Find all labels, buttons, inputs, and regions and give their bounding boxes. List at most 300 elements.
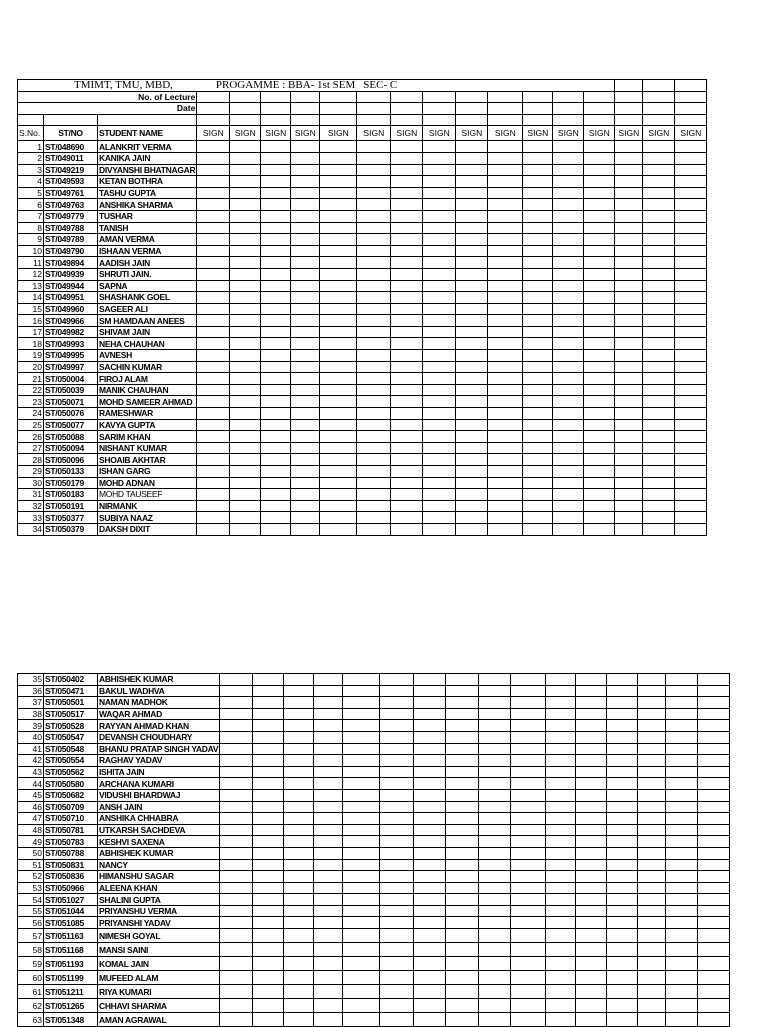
sign-cell (357, 419, 391, 431)
sign-cell (414, 971, 446, 985)
student-row (18, 813, 730, 825)
sign-cell (230, 419, 261, 431)
sign-cell (220, 674, 253, 686)
sign-cell (666, 813, 698, 825)
sign-cell (638, 894, 666, 906)
sign-cell (638, 801, 666, 813)
sign-cell (261, 350, 291, 362)
sign-cell (391, 141, 423, 153)
sign-cell (230, 303, 261, 315)
student-id: ST/050781 (44, 824, 98, 836)
sign-cell (220, 755, 253, 767)
sign-cell (511, 789, 546, 801)
lecture-cell (197, 91, 230, 103)
sign-cell (607, 824, 638, 836)
sign-cell (584, 454, 615, 466)
student-row (18, 720, 730, 732)
sign-cell (488, 466, 523, 478)
sign-cell (488, 280, 523, 292)
sign-cell (479, 766, 511, 778)
sign-cell (380, 755, 414, 767)
student-sno: 5 (18, 187, 44, 199)
sign-cell (488, 419, 523, 431)
sign-cell (380, 743, 414, 755)
empty-cell (584, 114, 615, 126)
student-id: ST/049894 (44, 257, 98, 269)
sign-cell (675, 152, 707, 164)
student-row (18, 871, 730, 883)
sign-cell (320, 234, 357, 246)
empty-cell (615, 114, 643, 126)
sign-cell (230, 245, 261, 257)
sign-cell (511, 755, 546, 767)
sign-cell (675, 384, 707, 396)
sign-cell (698, 847, 730, 859)
sign-cell (197, 500, 230, 512)
sign-header: SIGN (197, 126, 230, 141)
sign-cell (343, 766, 380, 778)
sign-cell (456, 245, 488, 257)
student-id: ST/050710 (44, 813, 98, 825)
sign-cell (423, 512, 456, 524)
sign-cell (698, 778, 730, 790)
sign-cell (675, 442, 707, 454)
sign-cell (638, 871, 666, 883)
sign-cell (284, 801, 314, 813)
sign-cell (197, 141, 230, 153)
sign-cell (320, 338, 357, 350)
sign-cell (253, 778, 284, 790)
sign-cell (357, 292, 391, 304)
student-sno: 30 (18, 477, 44, 489)
student-name: DAKSH DIXIT (98, 523, 197, 535)
date-cell (261, 103, 291, 115)
sign-cell (446, 847, 479, 859)
student-sno: 40 (18, 731, 44, 743)
sign-cell (675, 396, 707, 408)
sign-cell (576, 813, 607, 825)
student-id: ST/049944 (44, 280, 98, 292)
student-sno: 45 (18, 789, 44, 801)
sign-cell (230, 350, 261, 362)
sign-cell (253, 894, 284, 906)
sign-cell (553, 268, 584, 280)
sign-cell (391, 234, 423, 246)
student-row (18, 164, 707, 176)
sign-cell (230, 152, 261, 164)
sign-cell (284, 743, 314, 755)
sign-cell (320, 408, 357, 420)
sign-cell (607, 685, 638, 697)
sign-cell (391, 257, 423, 269)
sign-cell (479, 708, 511, 720)
sign-cell (511, 847, 546, 859)
sign-cell (391, 512, 423, 524)
sign-cell (456, 164, 488, 176)
sign-cell (391, 350, 423, 362)
sign-cell (314, 708, 343, 720)
student-id: ST/049779 (44, 210, 98, 222)
sign-cell (314, 789, 343, 801)
sign-cell (456, 396, 488, 408)
sign-cell (446, 836, 479, 848)
date-label: Date (18, 103, 197, 115)
sign-cell (291, 442, 320, 454)
sign-cell (511, 674, 546, 686)
sign-cell (607, 943, 638, 957)
sign-cell (523, 361, 553, 373)
sign-cell (615, 199, 643, 211)
student-name: ISHAAN VERMA (98, 245, 197, 257)
sign-cell (456, 187, 488, 199)
lecture-cell (391, 91, 423, 103)
sign-cell (261, 222, 291, 234)
student-sno: 8 (18, 222, 44, 234)
student-sno: 54 (18, 894, 44, 906)
sign-cell (380, 847, 414, 859)
sign-cell (488, 234, 523, 246)
sign-cell (220, 708, 253, 720)
sign-cell (380, 801, 414, 813)
sign-cell (456, 408, 488, 420)
sign-cell (479, 894, 511, 906)
sign-cell (284, 847, 314, 859)
student-sno: 33 (18, 512, 44, 524)
student-sno: 10 (18, 245, 44, 257)
sign-cell (576, 743, 607, 755)
sign-cell (607, 985, 638, 999)
sign-cell (197, 466, 230, 478)
sign-cell (584, 396, 615, 408)
sign-cell (666, 917, 698, 929)
sign-cell (675, 454, 707, 466)
student-id: ST/051027 (44, 894, 98, 906)
sign-cell (607, 882, 638, 894)
student-sno: 60 (18, 971, 44, 985)
sign-cell (320, 152, 357, 164)
sign-cell (576, 957, 607, 971)
sign-cell (576, 697, 607, 709)
student-id: ST/050094 (44, 442, 98, 454)
sign-cell (320, 141, 357, 153)
sign-cell (553, 361, 584, 373)
sign-cell (456, 477, 488, 489)
sign-cell (414, 813, 446, 825)
institute-name: TMIMT, TMU, MBD, (74, 79, 173, 92)
sign-cell (230, 338, 261, 350)
sign-cell (456, 176, 488, 188)
sign-cell (343, 755, 380, 767)
student-sno: 53 (18, 882, 44, 894)
sign-cell (197, 361, 230, 373)
sign-cell (320, 442, 357, 454)
sign-cell (414, 929, 446, 943)
sign-cell (314, 1013, 343, 1027)
sign-cell (414, 755, 446, 767)
sign-cell (391, 199, 423, 211)
sign-cell (391, 152, 423, 164)
student-row (18, 957, 730, 971)
sign-cell (220, 720, 253, 732)
sign-cell (357, 338, 391, 350)
student-row (18, 396, 707, 408)
sign-cell (523, 384, 553, 396)
sign-cell (391, 500, 423, 512)
sign-cell (698, 971, 730, 985)
sign-cell (584, 176, 615, 188)
sign-cell (261, 292, 291, 304)
sign-cell (523, 512, 553, 524)
sign-cell (607, 1013, 638, 1027)
empty-cell (456, 114, 488, 126)
sign-cell (546, 789, 576, 801)
sign-cell (423, 315, 456, 327)
sign-cell (456, 523, 488, 535)
sign-cell (523, 454, 553, 466)
sign-cell (675, 419, 707, 431)
sign-cell (230, 222, 261, 234)
sign-cell (553, 489, 584, 501)
sign-cell (615, 454, 643, 466)
sign-cell (446, 789, 479, 801)
sign-cell (643, 512, 675, 524)
sign-cell (320, 489, 357, 501)
sign-cell (607, 697, 638, 709)
sign-cell (320, 326, 357, 338)
sign-cell (380, 929, 414, 943)
sign-cell (523, 268, 553, 280)
sign-cell (446, 824, 479, 836)
sign-cell (414, 999, 446, 1013)
sign-cell (546, 871, 576, 883)
sign-cell (698, 685, 730, 697)
sign-cell (343, 985, 380, 999)
sign-cell (666, 882, 698, 894)
sign-cell (675, 303, 707, 315)
date-cell (643, 103, 675, 115)
student-row (18, 905, 730, 917)
sign-cell (446, 971, 479, 985)
student-id: ST/049966 (44, 315, 98, 327)
sign-cell (666, 894, 698, 906)
sign-cell (511, 743, 546, 755)
sign-cell (675, 210, 707, 222)
sign-cell (291, 373, 320, 385)
sign-cell (253, 813, 284, 825)
student-name: AMAN AGRAWAL (98, 1013, 220, 1027)
sign-cell (357, 523, 391, 535)
student-name: NISHANT KUMAR (98, 442, 197, 454)
sign-cell (380, 789, 414, 801)
sign-cell (220, 743, 253, 755)
sign-cell (615, 466, 643, 478)
sign-cell (615, 315, 643, 327)
sign-cell (666, 697, 698, 709)
sign-cell (261, 280, 291, 292)
sign-cell (523, 477, 553, 489)
student-row (18, 824, 730, 836)
sign-cell (456, 489, 488, 501)
sign-cell (414, 847, 446, 859)
sign-cell (553, 292, 584, 304)
sign-cell (675, 245, 707, 257)
sign-cell (230, 210, 261, 222)
sign-cell (698, 999, 730, 1013)
sign-cell (314, 917, 343, 929)
sign-cell (584, 152, 615, 164)
sign-cell (666, 720, 698, 732)
date-cell (320, 103, 357, 115)
sign-cell (261, 419, 291, 431)
sign-cell (423, 210, 456, 222)
student-row (18, 801, 730, 813)
attendance-sheet-page-2 (17, 673, 730, 1027)
sign-cell (391, 210, 423, 222)
sign-cell (479, 943, 511, 957)
sign-cell (291, 431, 320, 443)
student-row (18, 697, 730, 709)
sign-cell (456, 315, 488, 327)
sign-cell (314, 985, 343, 999)
sign-cell (675, 408, 707, 420)
sign-cell (343, 720, 380, 732)
sign-cell (675, 431, 707, 443)
student-id: ST/051193 (44, 957, 98, 971)
sign-cell (446, 755, 479, 767)
sign-cell (357, 280, 391, 292)
student-id: ST/050682 (44, 789, 98, 801)
sign-cell (284, 859, 314, 871)
sign-cell (423, 523, 456, 535)
student-id: ST/049939 (44, 268, 98, 280)
sign-cell (253, 859, 284, 871)
sign-cell (291, 361, 320, 373)
sign-cell (284, 720, 314, 732)
sign-cell (423, 141, 456, 153)
sign-cell (511, 778, 546, 790)
sign-cell (380, 871, 414, 883)
sign-cell (423, 326, 456, 338)
sign-cell (391, 431, 423, 443)
sign-cell (607, 847, 638, 859)
student-name: ISHITA JAIN (98, 766, 220, 778)
sign-cell (291, 454, 320, 466)
lecture-cell (615, 91, 643, 103)
sign-cell (197, 152, 230, 164)
sign-cell (230, 477, 261, 489)
sign-cell (666, 1013, 698, 1027)
lecture-cell (230, 91, 261, 103)
sign-cell (284, 871, 314, 883)
sign-cell (638, 1013, 666, 1027)
student-name: VIDUSHI BHARDWAJ (98, 789, 220, 801)
sign-cell (584, 187, 615, 199)
sign-cell (511, 905, 546, 917)
sign-cell (698, 720, 730, 732)
sign-cell (615, 164, 643, 176)
sign-cell (576, 708, 607, 720)
student-id: ST/051199 (44, 971, 98, 985)
sign-cell (253, 836, 284, 848)
empty-cell (643, 80, 675, 92)
sign-cell (523, 152, 553, 164)
sign-cell (638, 957, 666, 971)
sign-cell (446, 766, 479, 778)
sign-cell (584, 523, 615, 535)
sign-cell (314, 743, 343, 755)
sign-cell (291, 326, 320, 338)
student-name: RAMESHWAR (98, 408, 197, 420)
student-sno: 44 (18, 778, 44, 790)
sign-cell (314, 894, 343, 906)
student-row (18, 929, 730, 943)
empty-cell (197, 114, 230, 126)
sign-cell (343, 943, 380, 957)
sign-cell (380, 674, 414, 686)
sign-cell (576, 847, 607, 859)
sign-cell (391, 466, 423, 478)
sign-cell (638, 789, 666, 801)
date-cell (357, 103, 391, 115)
student-row (18, 755, 730, 767)
sign-cell (511, 813, 546, 825)
sign-cell (576, 685, 607, 697)
sign-cell (553, 141, 584, 153)
student-sno: 16 (18, 315, 44, 327)
sign-cell (357, 303, 391, 315)
sign-cell (391, 489, 423, 501)
sign-cell (456, 512, 488, 524)
sign-cell (357, 176, 391, 188)
sign-cell (511, 882, 546, 894)
sign-cell (391, 338, 423, 350)
student-name: RAYYAN AHMAD KHAN (98, 720, 220, 732)
sign-cell (638, 859, 666, 871)
student-name: CHHAVI SHARMA (98, 999, 220, 1013)
sign-cell (666, 871, 698, 883)
student-id: ST/050966 (44, 882, 98, 894)
sign-cell (666, 999, 698, 1013)
sign-cell (253, 766, 284, 778)
sign-cell (615, 396, 643, 408)
sign-cell (291, 419, 320, 431)
sign-cell (607, 894, 638, 906)
sign-cell (643, 303, 675, 315)
sign-cell (546, 917, 576, 929)
sign-header: SIGN (584, 126, 615, 141)
sign-cell (414, 731, 446, 743)
lecture-label: No. of Lecture (18, 91, 197, 103)
sign-cell (230, 141, 261, 153)
sign-cell (523, 442, 553, 454)
sign-cell (479, 985, 511, 999)
sign-cell (607, 859, 638, 871)
student-name: NANCY (98, 859, 220, 871)
empty-cell (615, 80, 643, 92)
lecture-cell (456, 91, 488, 103)
student-id: ST/049788 (44, 222, 98, 234)
sign-cell (698, 943, 730, 957)
sign-cell (220, 801, 253, 813)
sign-cell (675, 280, 707, 292)
sign-cell (391, 176, 423, 188)
sign-cell (615, 361, 643, 373)
sign-cell (546, 929, 576, 943)
sign-cell (423, 152, 456, 164)
sign-cell (698, 882, 730, 894)
sign-cell (643, 326, 675, 338)
sign-cell (220, 789, 253, 801)
